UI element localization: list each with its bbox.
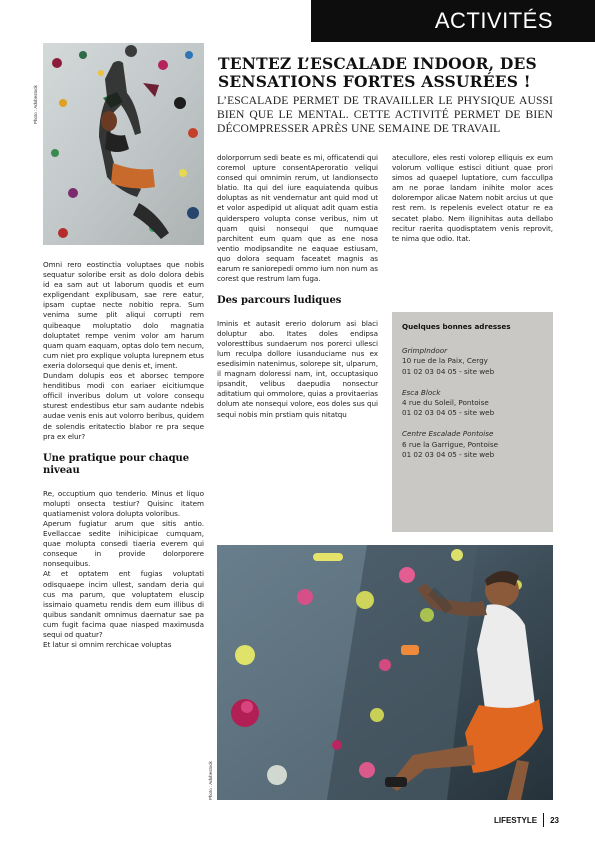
addresses-title: Quelques bonnes adresses	[402, 322, 511, 331]
subheading-level: Une pratique pour chaque niveau	[43, 452, 190, 477]
paragraph: Iminis et autasit ererio dolorum asi blaci doluptur abo. Itates doles endipsa voloresttibus sundaerum nos porerci ullesci lum reculpa dollore iusanduciame nus ex esedisimin natenimus, solorepe sit, ulparum, il magnam doloressi nam, int, occuptasiquo ipsandit, velibus daepudia nonsectur aditatium qui ommolore, quias a provitaerias dolum ate nonsequi volore, eos doles sus qui sequi nobis min prstiam quis nitatqu	[217, 318, 378, 419]
venue-name: Centre Escalade Pontoise	[402, 429, 494, 439]
paragraph: Aperum fugiatur arum que sitis antio. Evellaccae sedite inihicipicae cumquam, quae molupta consedi tiaeria everem qui conseque in provide dolorporere nonsequibus.	[43, 518, 204, 569]
address-entry	[402, 388, 543, 419]
venue-name: Esca Block	[402, 387, 441, 397]
paragraph: Omni rero eostinctia voluptaes que nobis sequatur soloribe ersit as dolo dolora debis id ea sam aut ut laborum quodis et eum expligendant explibusam, sae rere eatur, ipsam cuptae necte nobitio repra. Sum venima sume plit aliqui corrupti rem quibeaque moluptatio dolo magnatia doluptatet rempe venim volor am harum quam quam eaquam, optas dolo tem necum, cum niet pro explique volupta lurepnem etus exeria dolorsequi que denis et, iment.	[43, 260, 204, 370]
venue-name: GrimpIndoor	[402, 346, 448, 356]
paragraph: dolorporrum sedi beate es mi, officatendi qui coremol upture consentAperoratio veliqui consed qui omnimin rerum, ut landionsecto blatio. Ita qui del iure eaquiatenda quibus doluptas as nit vendernatur ant quid mod ut et volor aspedipid ut aliquat adit quam estia quiderspero volupta conse veribus, nim ut quam quisi nonsequi que numquae parchitent eum quam que as ene nosa ventio modipsandite ne eaquae estiusam, quo dolora sequam faceatet magnis as earum re saniorepedi ommo ium non num as corest que restrum lam fuga.	[217, 153, 378, 284]
paragraph: atecullore, eles resti volorep elliquis ex eum volorum vollique estisci ditiunt quae prori simos ad quaepel luptatiore, cum faccullpa am ne porae landam inihite molor aces dolorempor alicae Natem nobit arcius ut que rest rem. Is repelenis evelect otatur re ea secatet plabo. Nem ilignihitas auta dellabo recitur raerita quodisptatem venis reprovit, te nima que odio. Itat.	[392, 153, 553, 243]
paragraph: Et latur si omnim rerchicae voluptas	[43, 640, 172, 650]
venue-address: 4 rue du Soleil, Pontoise	[402, 398, 489, 408]
article-column-2	[217, 153, 378, 420]
article-column-1	[43, 260, 204, 650]
magazine-name: LIFESTYLE	[493, 815, 538, 825]
article-headline: TENTEZ L’ESCALADE INDOOR, DES SENSATIONS FORTES ASSURÉES !	[218, 54, 537, 91]
paragraph: Re, occuptium quo tenderio. Minus et liquo molupti onsecta testiur? Quisinc itatem quatiamenist volora dolupta voloribus.	[43, 488, 204, 518]
venue-contact: 01 02 03 04 05 - site web	[402, 366, 495, 376]
page-number: 23	[550, 815, 559, 825]
photo-credit-top: Photo : Adobestock	[33, 85, 38, 124]
page-footer	[494, 813, 559, 827]
climbing-photo-woman	[43, 43, 204, 245]
venue-contact: 01 02 03 04 05 - site web	[402, 408, 495, 418]
paragraph: Dundam dolupis eos et aborsec tempore henditibus modi con eariaer eicitiumque officil inveribus dolum ut volore consequ sturest endestibus etur sam audante ndebis audae venis enis aut volorro beribus, quidem de solendis eritatectio blabor re pra seque pra ex elur?	[43, 371, 204, 441]
venue-address: 10 rue de la Paix, Cergy	[402, 356, 488, 366]
address-entry	[402, 346, 543, 377]
photo-credit-bottom: Photo : Adobestock	[208, 761, 213, 800]
address-entry	[402, 429, 543, 460]
article-lead: L’ESCALADE PERMET DE TRAVAILLER LE PHYSIQUE AUSSI BIEN QUE LE MENTAL. CETTE ACTIVITÉ PERMET DE BIEN DÉCOMPRESSER APRÈS UNE SEMAINE DE TRAVAIL	[217, 94, 553, 135]
section-title: ACTIVITÉS	[434, 8, 553, 33]
climbing-photo-man	[217, 545, 553, 800]
venue-contact: 01 02 03 04 05 - site web	[402, 449, 495, 459]
section-header	[311, 0, 595, 42]
article-column-3	[392, 153, 553, 244]
venue-address: 6 rue la Garrigue, Pontoise	[402, 439, 499, 449]
subheading-parcours: Des parcours ludiques	[217, 295, 342, 307]
footer-divider	[543, 813, 544, 827]
addresses-box	[392, 312, 553, 532]
paragraph: At et optatem ent fugias voluptati odisquaepe incim ullest, sandam deria qui cus ma parum, que voluptatem eluscip issimaio quametu rendis dem eum illibus di quibus sandanit omnimus daernatur sae pa cum fugit facima quae niasped maximusda sequi od quatur?	[43, 569, 204, 639]
